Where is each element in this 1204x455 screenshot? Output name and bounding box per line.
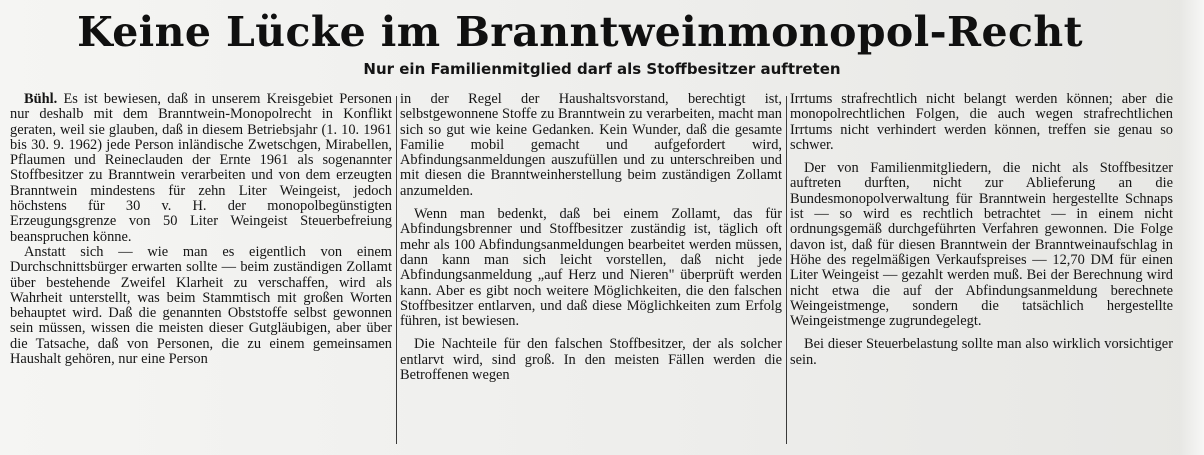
paper-edge [1180,0,1204,455]
headline: Keine Lücke im Branntweinmonopol-Recht [77,8,1083,56]
paragraph: Der von Familienmitgliedern, die nicht als Stoffbesitzer auftreten durften, nicht zur Ablieferung an die Bundesmonopolverwaltung für Branntwein hergestellte Schnaps ist — so wird es rechtlich betrachtet — in einem nicht ordnungsgemäß durchgeführten Verfahren gewonnen. Die Folge davon ist, daß für diesen Branntwein der Branntweinaufschlag in Höhe des regelmäßigen Verkaufspreises — 12,70 DM für einen Liter Weingeist — gezahlt werden muß. Bei der Berechnung wird nicht etwa die auf der Abfindungsanmeldung berechnete Weingeistmenge, sondern die tatsächlich hergestellte Weingeistmenge zugrundegelegt. [790,160,1173,330]
paragraph [10,92,392,245]
dateline: Bühl. [24,92,58,107]
article-column-1 [10,92,392,448]
column-divider [396,96,397,444]
paragraph: Die Nachteile für den falschen Stoffbesitzer, der als solcher entlarvt wird, sind groß. In den meisten Fällen werden die Betroffenen wegen [400,336,782,384]
paragraph: Irrtums strafrechtlich nicht belangt werden können; aber die monopolrechtlichen Folgen, die auch wegen strafrechtlichen Irrtums nicht verhindert werden können, treffen sie genau so schwer. [790,92,1173,153]
paragraph: Wenn man bedenkt, daß bei einem Zollamt, das für Abfindungsbrenner und Stoffbesitzer zuständig ist, täglich oft mehr als 100 Abfindungsanmeldungen bearbeitet werden müssen, dann kann man sich leicht vorstellen, daß nicht jede Abfindungsanmeldung „auf Herz und Nieren" überprüft werden kann. Aber es gibt noch weitere Möglichkeiten, die den falschen Stoffbesitzer entlarven, und daß diese Möglichkeiten zum Erfolg führen, ist bewiesen. [400,206,782,330]
article-column-2 [400,92,782,448]
paragraph: Anstatt sich — wie man es eigentlich von einem Durchschnittsbürger erwarten sollte — beim zuständigen Zollamt über bestehende Zweifel Klarheit zu verschaffen, wird als Wahrheit unterstellt, was beim Stammtisch mit großen Worten behauptet wird. Daß die genannten Obststoffe selbst gewonnen sein müssen, wissen die meisten dieser Gutgläubigen, aber über die Tatsache, daß von Personen, die zu einem gemeinsamen Haushalt gehören, nur eine Person [10,243,392,368]
paragraph: Bei dieser Steuerbelastung sollte man also wirklich vorsichtiger sein. [790,336,1173,368]
article-column-3 [790,92,1173,432]
paragraph-text: Es ist bewiesen, daß in unserem Kreisgebiet Personen nur deshalb mit dem Branntwein-Monopolrecht in Konflikt geraten, weil sie glauben, daß in diesem Betriebsjahr (1. 10. 1961 bis 30. 9. 1962) jede Person inländische Zwetschgen, Mirabellen, Pflaumen und Reineclauden der Ernte 1961 als sogenannter Stoffbesitzer zu Branntwein verarbeiten und von dem erzeugten Branntwein mindestens für zehn Liter Weingeist, jedoch höchstens für 30 v. H. der monopolbegünstigten Erzeugungsgrenze von 50 Liter Weingeist Steuerbefreiung beanspruchen könne. [10,92,392,245]
subheadline: Nur ein Familienmitglied darf als Stoffbesitzer auftreten [363,60,841,78]
column-divider [786,96,787,444]
paragraph: in der Regel der Haushaltsvorstand, berechtigt ist, selbstgewonnene Stoffe zu Branntwein zu verarbeiten, macht man sich so gut wie keine Gedanken. Kein Wunder, daß die gesamte Familie mobil gemacht und aufgefordert wird, Abfindungsanmeldungen auszufüllen und zu unterschreiben und mit diesen die Branntweinherstellung beim zuständigen Zollamt anzumelden. [400,92,782,199]
